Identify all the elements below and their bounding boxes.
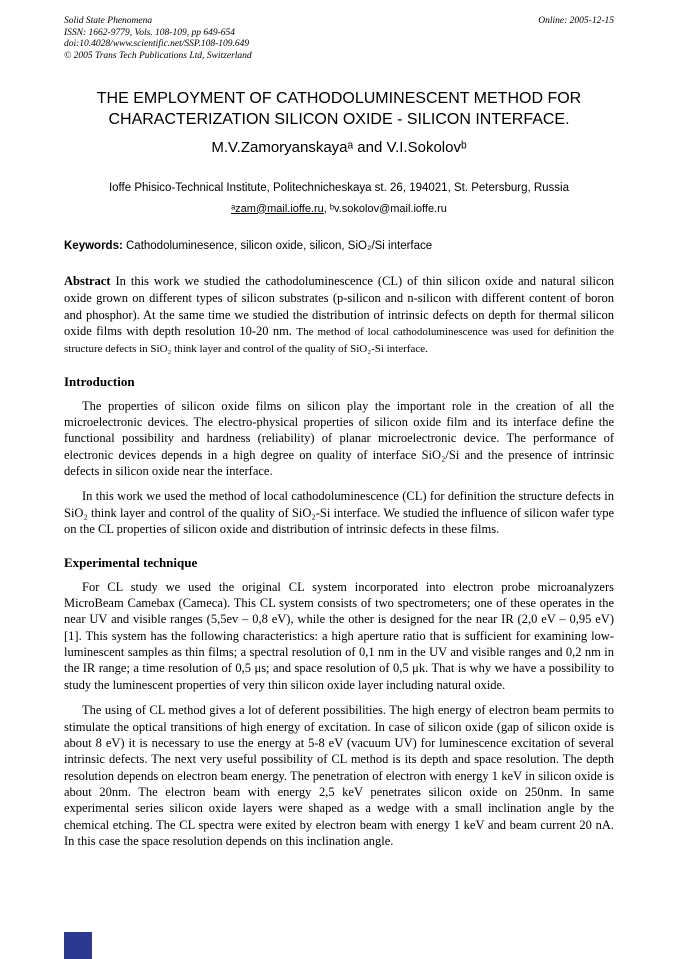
paper-title: THE EMPLOYMENT OF CATHODOLUMINESCENT METHOD FOR CHARACTERIZATION SILICON OXIDE - SILICON INTERFACE. (96, 90, 582, 129)
abstract-text-main: In this work we studied the cathodoluminescence (CL) of thin silicon oxide and natural silicon oxide grown on different types of silicon substrates (p-silicon and n-silicon with different content of boron and phosphor). At the same time we studied the distribution of intrinsic defects on depth for thermal silicon oxide films with depth resolution 10-20 nm. (64, 274, 614, 339)
section-heading-experimental-technique: Experimental technique (64, 554, 198, 570)
section-introduction (64, 374, 614, 538)
introduction-paragraph-1: The properties of silicon oxide films on silicon play the important role in the creation of all the microelectronic devices. The electro-physical properties of silicon oxide film and its interface define the functional possibility and hardness (reliability) of planar microelectronic device. The performance of electronic devices depends in a high degree on quality of interface SiO₂/Si and the presence of intrinsic defects in silicon oxide near the interface. (64, 398, 614, 479)
email-separator: , (323, 202, 330, 215)
section-heading-introduction: Introduction (64, 373, 135, 389)
online-date: Online: 2005-12-15 (538, 16, 614, 26)
doi-line: doi:10.4028/www.scientific.net/SSP.108-109.649 (64, 39, 250, 50)
scan-artifact-image (64, 932, 92, 959)
keywords-text: Cathodoluminesence, silicon oxide, silicon, SiO₂/Si interface (122, 239, 433, 252)
abstract-text-small: The method of local cathodoluminescence was used for definition the structure defects in SiO₂ think layer and control of the quality of SiO₂-Si interface. (64, 326, 614, 355)
copyright-line: © 2005 Trans Tech Publications Ltd, Switzerland (64, 50, 252, 61)
section-experimental-technique (64, 555, 614, 850)
abstract-label: Abstract (64, 274, 111, 289)
issn-line: ISSN: 1662-9779, Vols. 108-109, pp 649-654 (64, 27, 235, 38)
affiliation-line: Ioffe Phisico-Technical Institute, Politechnicheskaya st. 26, 194021, St. Petersburg, Russia (108, 181, 570, 194)
introduction-paragraph-2: In this work we used the method of local cathodoluminescence (CL) for definition the structure defects in SiO₂ think layer and control of the quality of SiO₂-Si interface. We studied the influence of silicon wafer type on the CL properties of silicon oxide and distribution of intrinsic defects in these films. (64, 489, 614, 537)
journal-header (64, 16, 614, 62)
journal-header-left (64, 16, 252, 62)
abstract-paragraph (64, 273, 614, 356)
keywords-label: Keywords: (64, 239, 123, 252)
email-text-b: ᵇv.sokolov@mail.ioffe.ru (329, 202, 447, 215)
keywords-line (64, 239, 614, 254)
authors-line: M.V.Zamoryanskayaᵃ and V.I.Sokolovᵇ (211, 138, 467, 156)
emails-line (64, 203, 614, 215)
email-link-a[interactable]: ᵃzam@mail.ioffe.ru (231, 202, 324, 215)
experimental-paragraph-2: The using of CL method gives a lot of deferent possibilities. The high energy of electron beam permits to stimulate the optical transitions of high energy of excitation. In case of silicon oxide (gap of silicon oxide is about 8 eV) it is necessary to use the energy at 5-8 eV (vacuum UV) for luminescence excitation of several intrinsic defects. The next very useful possibility of CL method is its depth and space resolution. The depth resolution depends on electron beam energy. The penetration of electron with energy 1 keV in silicon oxide is about 20nm. The electron beam with energy 2,5 keV penetrates silicon oxide on 250nm. In same experimental series silicon oxide layers were shaped as a wedge with a small inclination angle by the chemical etching. The CL spectra were exited by electron beam with energy 1 keV and beam current 20 nA. In this case the space resolution depends on this inclination angle. (64, 703, 614, 849)
journal-name: Solid State Phenomena (64, 16, 153, 26)
experimental-paragraph-1: For CL study we used the original CL system incorporated into electron probe microanalyzers MicroBeam Camebax (Cameca). This CL system consists of two spectrometers; one of these operates in the near UV and visible ranges (5,5ev – 0,8 eV), while the other is designed for the near IR (2,0 eV – 0,95 eV) [1]. This system has the following characteristics: a high aperture ratio that is sufficient for examining low-luminescent samples as thin films; a spectral resolution of 0,1 nm in the UV and visible ranges and 0,2 nm in the IR range; a time resolution of 0,5 μs; and space resolution of 0,5 μk. That is why we have a possibility to study the luminescent properties of very thin silicon oxide layer including natural oxide. (64, 579, 614, 692)
